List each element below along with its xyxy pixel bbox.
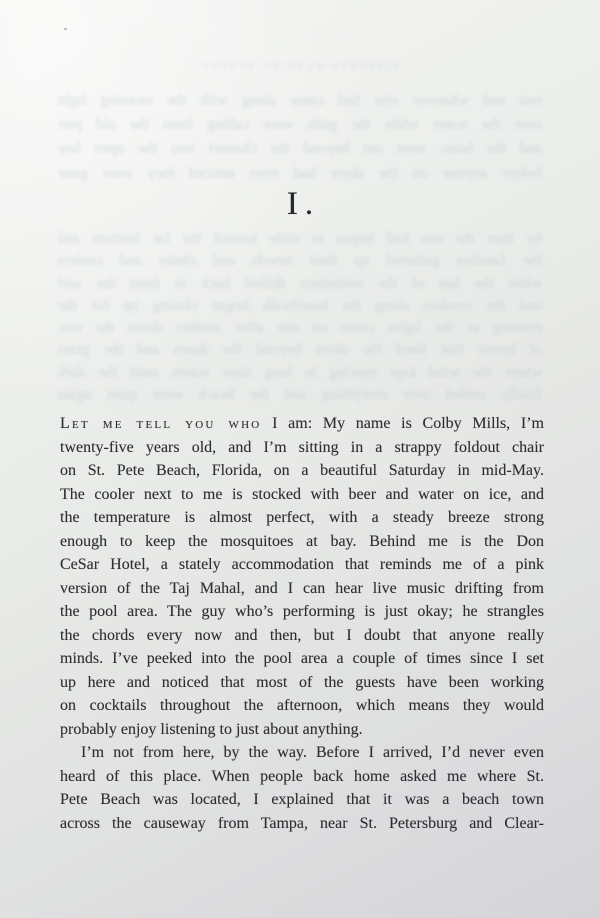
text-line: up here and noticed that most of the guests have been working bbox=[60, 673, 544, 691]
text-line: of hotels that lined the shore beyond the dunes and the grass bbox=[58, 341, 542, 359]
text-line: CeSar Hotel, a stately accommodation that reminds me of a pink bbox=[60, 556, 544, 573]
text-line: by then the sun had begun to slide toward the far horizon and bbox=[58, 230, 542, 247]
chapter-number-heading: I. bbox=[286, 186, 321, 222]
text-line: I’m not from here, by the way. Before I arrived, I’d never even bbox=[81, 744, 544, 761]
paragraph-1-lines bbox=[60, 436, 544, 742]
paper-speck bbox=[64, 28, 67, 30]
text-line: evening as the lights came on one after another down the row bbox=[58, 319, 542, 337]
text-line: across the causeway from Tampa, near St. Petersburg and Clear- bbox=[60, 814, 544, 832]
text-line: The cooler next to me is stocked with beer and water on ice, and bbox=[60, 485, 544, 503]
bleed-through-text-top bbox=[58, 92, 542, 189]
text-line: the chords every now and then, but I doubt that anyone really bbox=[60, 626, 544, 644]
text-line: probably enjoy listening to just about anything. bbox=[60, 720, 363, 738]
text-line: Pete Beach was located, I explained that it was a beach town bbox=[60, 791, 544, 808]
text-line: while the last of the swimmers drifted back in from the surf bbox=[58, 274, 542, 292]
text-line: heard of this place. When people back home asked me where St. bbox=[60, 767, 544, 785]
text-line: where the wind kept moving in long slow waves until the dark bbox=[58, 363, 542, 381]
text-line: on cocktails throughout the afternoon, which means they would bbox=[60, 697, 544, 714]
text-line: twenty-five years old, and I’m sitting in a strappy foldout chair bbox=[60, 438, 544, 456]
text-line: over the water while the gulls were calling from the old pier bbox=[58, 116, 542, 134]
paragraph-1 bbox=[60, 412, 544, 741]
text-line: enough to keep the mosquitoes at bay. Behind me is the Don bbox=[60, 532, 544, 550]
text-line: version of the Taj Mahal, and I can hear live music drifting from bbox=[60, 579, 544, 597]
text-line: and the boats went out beyond the channel into the open bay bbox=[58, 140, 542, 158]
opening-line bbox=[60, 412, 544, 436]
text-line: the families gathered up their towels and chairs and coolers bbox=[58, 252, 542, 270]
body-text bbox=[60, 412, 544, 835]
text-line: minds. I’ve peeked into the pool area a couple of times since I set bbox=[60, 650, 544, 667]
text-line: the temperature is almost perfect, with a steady breeze strong bbox=[60, 509, 544, 526]
text-line: rest and whatever else had come along with the morning light bbox=[58, 92, 542, 109]
text-line: on St. Pete Beach, Florida, on a beautiful Saturday in mid-May. bbox=[60, 462, 544, 479]
text-line: the pool area. The guy who’s performing is just okay; he strangles bbox=[60, 603, 544, 620]
opening-smallcaps-phrase: Let me tell you who bbox=[60, 415, 262, 432]
opening-line-rest: I am: My name is Colby Mills, I’m bbox=[261, 415, 544, 432]
bleed-through-text-bottom bbox=[58, 230, 542, 408]
bleed-through-running-header: mirrored running header bbox=[199, 57, 401, 72]
text-line: finally settled over everything and the beach went quiet again bbox=[58, 386, 542, 404]
text-line: and the vendors along the boardwalk began closing up for the bbox=[58, 296, 542, 314]
text-line: before anyone on the shore had even noticed they were gone bbox=[58, 164, 542, 182]
paragraph-2 bbox=[60, 741, 544, 835]
